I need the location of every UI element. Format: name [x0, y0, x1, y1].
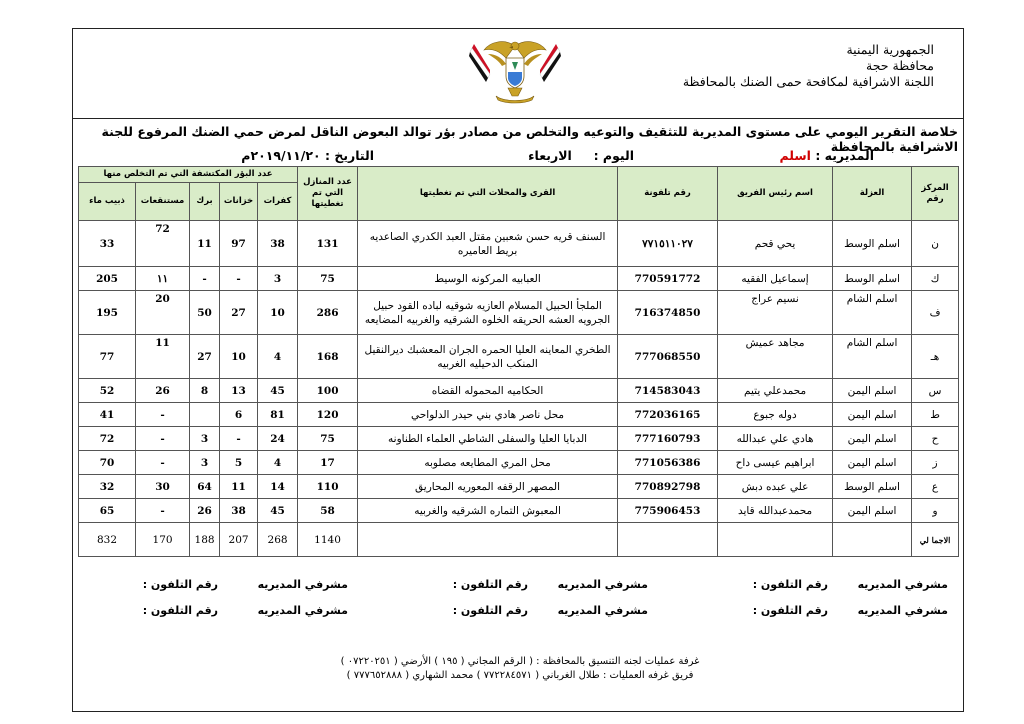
table-row [79, 291, 959, 335]
cell-tires: 45 [258, 379, 298, 403]
total-empty-cell [358, 523, 618, 557]
cell-villages: الملجأ الحبيل المسلام العازيه شوقيه لباده القود حبيل الجرويه العشه الحريقه الخلوه الشرقيه والغربيه المضايعه [358, 291, 618, 335]
footer-line-1: غرفة عمليات لجنه التنسيق بالمحافظة : ( الرقم المجاني ( ١٩٥ ) الأرضي ( ٠٧٢٢٠٢٥١ ) [340, 656, 700, 667]
cell-drips: 205 [79, 267, 136, 291]
supervisor-phone-label: رقم التلفون : [452, 604, 528, 617]
header-tanks: خزانات [220, 183, 258, 221]
cell-leader: هادي علي عبدالله [718, 427, 833, 451]
governorate-name: محافظة حجة [866, 58, 934, 73]
cell-phone: 777160793 [618, 427, 718, 451]
cell-tires: 4 [258, 451, 298, 475]
cell-center: ط [912, 403, 959, 427]
header-houses: عدد المنازل التي تم تغطيتها [298, 167, 358, 221]
cell-phone: 775906453 [618, 499, 718, 523]
header-pools: برك [190, 183, 220, 221]
header-leader: اسم رئيس الفريق [718, 167, 833, 221]
cell-pools: - [190, 267, 220, 291]
cell-phone: 771056386 [618, 451, 718, 475]
cell-villages: محل المري المطايعه مصلوبه [358, 451, 618, 475]
supervisor-label: مشرفي المديريه [557, 578, 648, 591]
cell-pools: 27 [190, 335, 220, 379]
table-row [79, 427, 959, 451]
total-empty-cell [618, 523, 718, 557]
total-houses: 1140 [298, 523, 358, 557]
cell-center: ز [912, 451, 959, 475]
cell-tires: 3 [258, 267, 298, 291]
cell-drips: 70 [79, 451, 136, 475]
cell-drips: 33 [79, 221, 136, 267]
cell-villages: الحكاميه المحموله القضاه [358, 379, 618, 403]
cell-tires: 24 [258, 427, 298, 451]
cell-drips: 32 [79, 475, 136, 499]
cell-drips: 195 [79, 291, 136, 335]
supervisors-row [78, 604, 958, 622]
cell-houses: 168 [298, 335, 358, 379]
cell-tires: 10 [258, 291, 298, 335]
cell-swamps: ١١ [136, 267, 190, 291]
cell-center: س [912, 379, 959, 403]
cell-uzla: اسلم اليمن [833, 427, 912, 451]
supervisor-label: مشرفي المديريه [857, 578, 948, 591]
supervisor-label: مشرفي المديريه [257, 604, 348, 617]
cell-tanks: 38 [220, 499, 258, 523]
header-tires: كفرات [258, 183, 298, 221]
cell-leader: مجاهد عميش [718, 335, 833, 379]
operations-footer [300, 655, 740, 683]
cell-leader: محمدعلي يتيم [718, 379, 833, 403]
cell-swamps: 26 [136, 379, 190, 403]
yemen-emblem-icon [468, 36, 562, 106]
total-row [79, 523, 959, 557]
cell-tanks: 6 [220, 403, 258, 427]
header-phone: رقم تلفونة [618, 167, 718, 221]
cell-villages: السنف قريه حسن شعبين مقتل العبد الكدري الصاعديه بريط العاميره [358, 221, 618, 267]
cell-phone: 770892798 [618, 475, 718, 499]
cell-tanks: 5 [220, 451, 258, 475]
cell-center: هـ [912, 335, 959, 379]
table-row [79, 335, 959, 379]
cell-pools: 3 [190, 427, 220, 451]
header-drips: ذبيب ماء [79, 183, 136, 221]
cell-tanks: 97 [220, 221, 258, 267]
cell-uzla: اسلم اليمن [833, 403, 912, 427]
cell-pools: 64 [190, 475, 220, 499]
cell-drips: 65 [79, 499, 136, 523]
cell-tanks: 10 [220, 335, 258, 379]
header-divider [73, 118, 963, 119]
cell-pools: 3 [190, 451, 220, 475]
country-name: الجمهورية اليمنية [846, 42, 934, 57]
cell-pools: 8 [190, 379, 220, 403]
cell-center: ك [912, 267, 959, 291]
cell-leader: نسيم عراج [718, 291, 833, 335]
cell-leader: يحي قحم [718, 221, 833, 267]
cell-houses: 286 [298, 291, 358, 335]
cell-villages: المصهر الرقفه المعوريه المحاريق [358, 475, 618, 499]
cell-uzla: اسلم اليمن [833, 451, 912, 475]
cell-pools: 50 [190, 291, 220, 335]
supervisor-label: مشرفي المديريه [857, 604, 948, 617]
date-field [241, 148, 374, 163]
cell-phone: ٧٧١٥١١٠٢٧ [618, 221, 718, 267]
table-row [79, 221, 959, 267]
cell-leader: ابراهيم عيسى داح [718, 451, 833, 475]
cell-houses: 75 [298, 427, 358, 451]
cell-center: ع [912, 475, 959, 499]
cell-tires: 14 [258, 475, 298, 499]
date-label: التاريخ : [324, 148, 374, 163]
cell-uzla: اسلم الوسط [833, 267, 912, 291]
cell-houses: 17 [298, 451, 358, 475]
table-row [79, 475, 959, 499]
cell-phone: 772036165 [618, 403, 718, 427]
header-foci-group: عدد البؤر المكتشفة التي تم التخلص منها [79, 167, 298, 183]
cell-drips: 72 [79, 427, 136, 451]
table-row [79, 403, 959, 427]
cell-tires: 38 [258, 221, 298, 267]
date-value: ٢٠١٩/١١/٢٠م [241, 148, 321, 163]
district-value: اسلم [779, 148, 811, 163]
supervisor-phone-label: رقم التلفون : [142, 578, 218, 591]
supervisor-phone-label: رقم التلفون : [452, 578, 528, 591]
cell-leader: دوله جبوع [718, 403, 833, 427]
table-row [79, 499, 959, 523]
cell-uzla: اسلم الوسط [833, 475, 912, 499]
cell-houses: 110 [298, 475, 358, 499]
cell-center: و [912, 499, 959, 523]
cell-phone: 770591772 [618, 267, 718, 291]
supervisor-phone-label: رقم التلفون : [752, 604, 828, 617]
cell-leader: علي عبده دبش [718, 475, 833, 499]
cell-swamps: - [136, 499, 190, 523]
government-header [634, 42, 934, 90]
supervisors-row [78, 578, 958, 596]
cell-houses: 120 [298, 403, 358, 427]
cell-villages: العبابيه المركونه الوسيط [358, 267, 618, 291]
cell-houses: 100 [298, 379, 358, 403]
cell-swamps: 11 [136, 335, 190, 379]
supervisor-label: مشرفي المديريه [557, 604, 648, 617]
header-villages: القرى والمحلات التي تم تغطيتها [358, 167, 618, 221]
cell-tanks: - [220, 427, 258, 451]
cell-villages: الدبايا العليا والسفلى الشاطي العلماء الطناونه [358, 427, 618, 451]
cell-swamps: - [136, 451, 190, 475]
cell-pools [190, 403, 220, 427]
cell-tires: 4 [258, 335, 298, 379]
cell-tires: 81 [258, 403, 298, 427]
cell-center: ن [912, 221, 959, 267]
cell-uzla: اسلم الشام [833, 291, 912, 335]
cell-houses: 131 [298, 221, 358, 267]
supervisor-label: مشرفي المديريه [257, 578, 348, 591]
committee-name: اللجنة الاشرافية لمكافحة حمى الضنك بالمحافظة [682, 74, 934, 89]
day-field [528, 148, 634, 163]
cell-tires: 45 [258, 499, 298, 523]
cell-villages: الطخري المعاينه العليا الحمره الجران المعشبك ديرالنقيل المنكب الدحيليه الغربيه [358, 335, 618, 379]
cell-leader: محمدعبدالله قايد [718, 499, 833, 523]
cell-phone: 716374850 [618, 291, 718, 335]
report-title: خلاصة التقرير اليومي على مستوى المديرية للتثقيف والتوعيه والتخلص من مصادر بؤر توالد البعوض الناقل لمرض حمي الضنك المرفوع للجنة الاشرافية بالمحافظة [101, 124, 958, 154]
cell-leader: إسماعيل الفقيه [718, 267, 833, 291]
cell-tanks: 11 [220, 475, 258, 499]
cell-houses: 58 [298, 499, 358, 523]
cell-center: ف [912, 291, 959, 335]
cell-villages: محل ناصر هادي بني حيدر الدلواحي [358, 403, 618, 427]
cell-uzla: اسلم الوسط [833, 221, 912, 267]
header-center-no: المركز رقم [912, 167, 959, 221]
cell-tanks: - [220, 267, 258, 291]
day-label: اليوم : [593, 148, 634, 163]
total-drips: 832 [79, 523, 136, 557]
cell-swamps: 30 [136, 475, 190, 499]
cell-tanks: 13 [220, 379, 258, 403]
cell-houses: 75 [298, 267, 358, 291]
cell-swamps: 72 [136, 221, 190, 267]
table-row [79, 267, 959, 291]
header-uzla: العزلة [833, 167, 912, 221]
cell-uzla: اسلم اليمن [833, 499, 912, 523]
cell-uzla: اسلم اليمن [833, 379, 912, 403]
total-tanks: 207 [220, 523, 258, 557]
cell-phone: 714583043 [618, 379, 718, 403]
total-label: الاجما لي [912, 523, 959, 557]
table-row [79, 379, 959, 403]
cell-drips: 52 [79, 379, 136, 403]
day-value: الاربعاء [528, 148, 572, 163]
district-label: المديريه : [815, 148, 874, 163]
footer-line-2: فريق غرفه العمليات : طلال الغرباني ( ٧٧٢٢٨٤٥٧١ ) محمد الشهاري ( ٧٧٧٦٥٢٨٨٨ ) [346, 670, 694, 681]
total-empty-cell [833, 523, 912, 557]
cell-swamps: - [136, 403, 190, 427]
total-empty-cell [718, 523, 833, 557]
cell-phone: 777068550 [618, 335, 718, 379]
cell-villages: المعبوش التماره الشرقيه والغربيه [358, 499, 618, 523]
total-tires: 268 [258, 523, 298, 557]
table-row [79, 451, 959, 475]
cell-swamps: - [136, 427, 190, 451]
cell-pools: 11 [190, 221, 220, 267]
supervisor-phone-label: رقم التلفون : [142, 604, 218, 617]
cell-center: ح [912, 427, 959, 451]
cell-tanks: 27 [220, 291, 258, 335]
cell-pools: 26 [190, 499, 220, 523]
header-swamps: مستنقعات [136, 183, 190, 221]
cell-drips: 41 [79, 403, 136, 427]
cell-drips: 77 [79, 335, 136, 379]
total-pools: 188 [190, 523, 220, 557]
total-swamps: 170 [136, 523, 190, 557]
cell-swamps: 20 [136, 291, 190, 335]
district-field [779, 148, 874, 163]
cell-uzla: اسلم الشام [833, 335, 912, 379]
report-table [78, 166, 959, 557]
supervisor-phone-label: رقم التلفون : [752, 578, 828, 591]
